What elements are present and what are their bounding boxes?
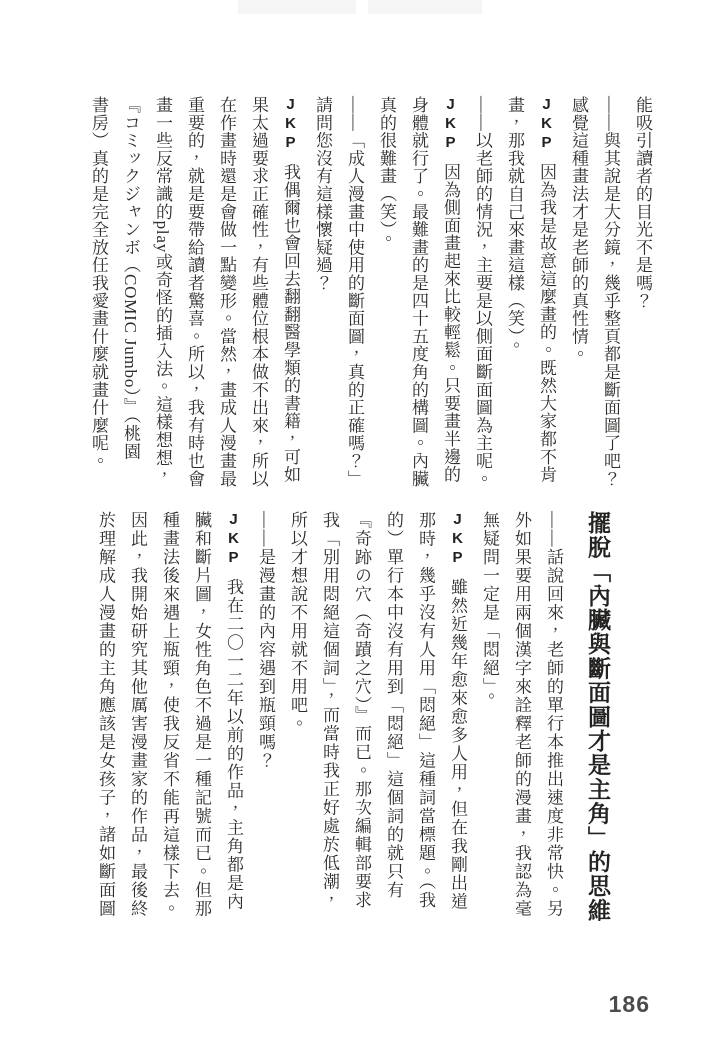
text-line: 『コミックジャンボ（COMIC Jumbo）』（桃園 <box>121 96 140 461</box>
dialogue-text: 我偶爾也會回去翻翻醫學類的書籍，可如 <box>281 163 300 484</box>
text-line: 真的很難畫（笑）。 <box>377 96 396 248</box>
dialogue-text: 因為我是故意這麼畫的。既然大家都不肯 <box>537 163 556 484</box>
text-line: 那時，幾乎沒有人用「悶絕」這種詞當標題。（我 <box>416 511 435 910</box>
text-line: 『奇跡の穴（奇蹟之穴）』而已。那次編輯部要求 <box>352 511 371 910</box>
dialogue-text: 我在二〇一二年以前的作品，主角都是內 <box>224 578 243 911</box>
upper-text-block <box>78 96 658 496</box>
text-line: 畫一些反常識的play或奇怪的插入法。這樣想想， <box>153 96 172 485</box>
lower-text-block <box>70 511 615 925</box>
text-line: 身體就行了。最難畫的是四十五度角的構圖。內臟 <box>409 96 428 488</box>
text-line: 於理解成人漫畫的主角應該是女孩子，諸如斷面圖 <box>96 511 115 918</box>
interviewer-line: ——「成人漫畫中使用的斷面圖，真的正確嗎？」 <box>345 96 364 488</box>
speaker-label-jkp: JKP <box>449 511 466 568</box>
dialogue-line <box>441 511 473 925</box>
text-line: 種畫法後來遇上瓶頸，使我反省不能再這樣下去。 <box>160 511 179 918</box>
text-line: 我「別用悶絕這個詞」，而當時我正好處於低潮， <box>320 511 339 910</box>
scan-artifact <box>238 0 356 14</box>
text-line: 外如果要用兩個漢字來詮釋老師的漫畫，我認為毫 <box>512 511 531 918</box>
speaker-label-jkp: JKP <box>282 96 299 153</box>
section-heading: 擺脫「內臟與斷面圖才是主角」的思維 <box>585 511 610 923</box>
text-line: 果太過要求正確性，有些體位根本做不出來，所以 <box>249 96 268 488</box>
text-line: 所以才想說不用就不用吧。 <box>288 511 307 733</box>
scan-artifact <box>368 0 482 14</box>
text-line: 臟和斷片圖，女性角色不過是一種記號而已。但那 <box>192 511 211 918</box>
speaker-label-jkp: JKP <box>225 511 242 568</box>
dialogue-line <box>274 96 306 496</box>
interviewer-line: 感覺這種畫法才是老師的真性情。 <box>569 96 588 363</box>
interviewer-line: 請問您沒有這樣懷疑過？ <box>313 96 332 292</box>
text-line: 重要的，就是要帶給讀者驚喜。所以，我有時也會 <box>185 96 204 488</box>
speaker-label-jkp: JKP <box>442 96 459 153</box>
text-line: 的）單行本中沒有用到「悶絕」這個詞的就只有 <box>384 511 403 900</box>
dialogue-line <box>217 511 249 925</box>
text-line: 在作畫時還是會做一點變形。當然，畫成人漫畫最 <box>217 96 236 488</box>
text-line: 畫，那我就自己來畫這樣（笑）。 <box>505 96 524 355</box>
interviewer-line: ——與其說是大分鏡，幾乎整頁都是斷面圖了吧？ <box>601 96 620 488</box>
interviewer-line: ——是漫畫的內容遇到瓶頸嗎？ <box>256 511 275 770</box>
dialogue-line <box>434 96 466 496</box>
dialogue-text: 因為側面畫起來比較輕鬆。只要畫半邊的 <box>441 163 460 484</box>
dialogue-line <box>530 96 562 496</box>
text-line: 因此，我開始研究其他厲害漫畫家的作品，最後終 <box>128 511 147 918</box>
interviewer-line: ——話說回來，老師的單行本推出速度非常快。另 <box>544 511 563 918</box>
dialogue-text: 雖然近幾年愈來愈多人用，但在我剛出道 <box>448 578 467 911</box>
speaker-label-jkp: JKP <box>538 96 555 153</box>
page-number: 186 <box>608 991 650 1017</box>
interviewer-line: ——以老師的情況，主要是以側面斷面圖為主呢。 <box>473 96 492 488</box>
text-line: 書房）真的是完全放任我愛畫什麼就畫什麼呢。 <box>89 96 108 470</box>
text-line: 無疑問一定是「悶絕」。 <box>480 511 499 706</box>
text-line: 能吸引讀者的目光不是嗎？ <box>633 96 652 310</box>
